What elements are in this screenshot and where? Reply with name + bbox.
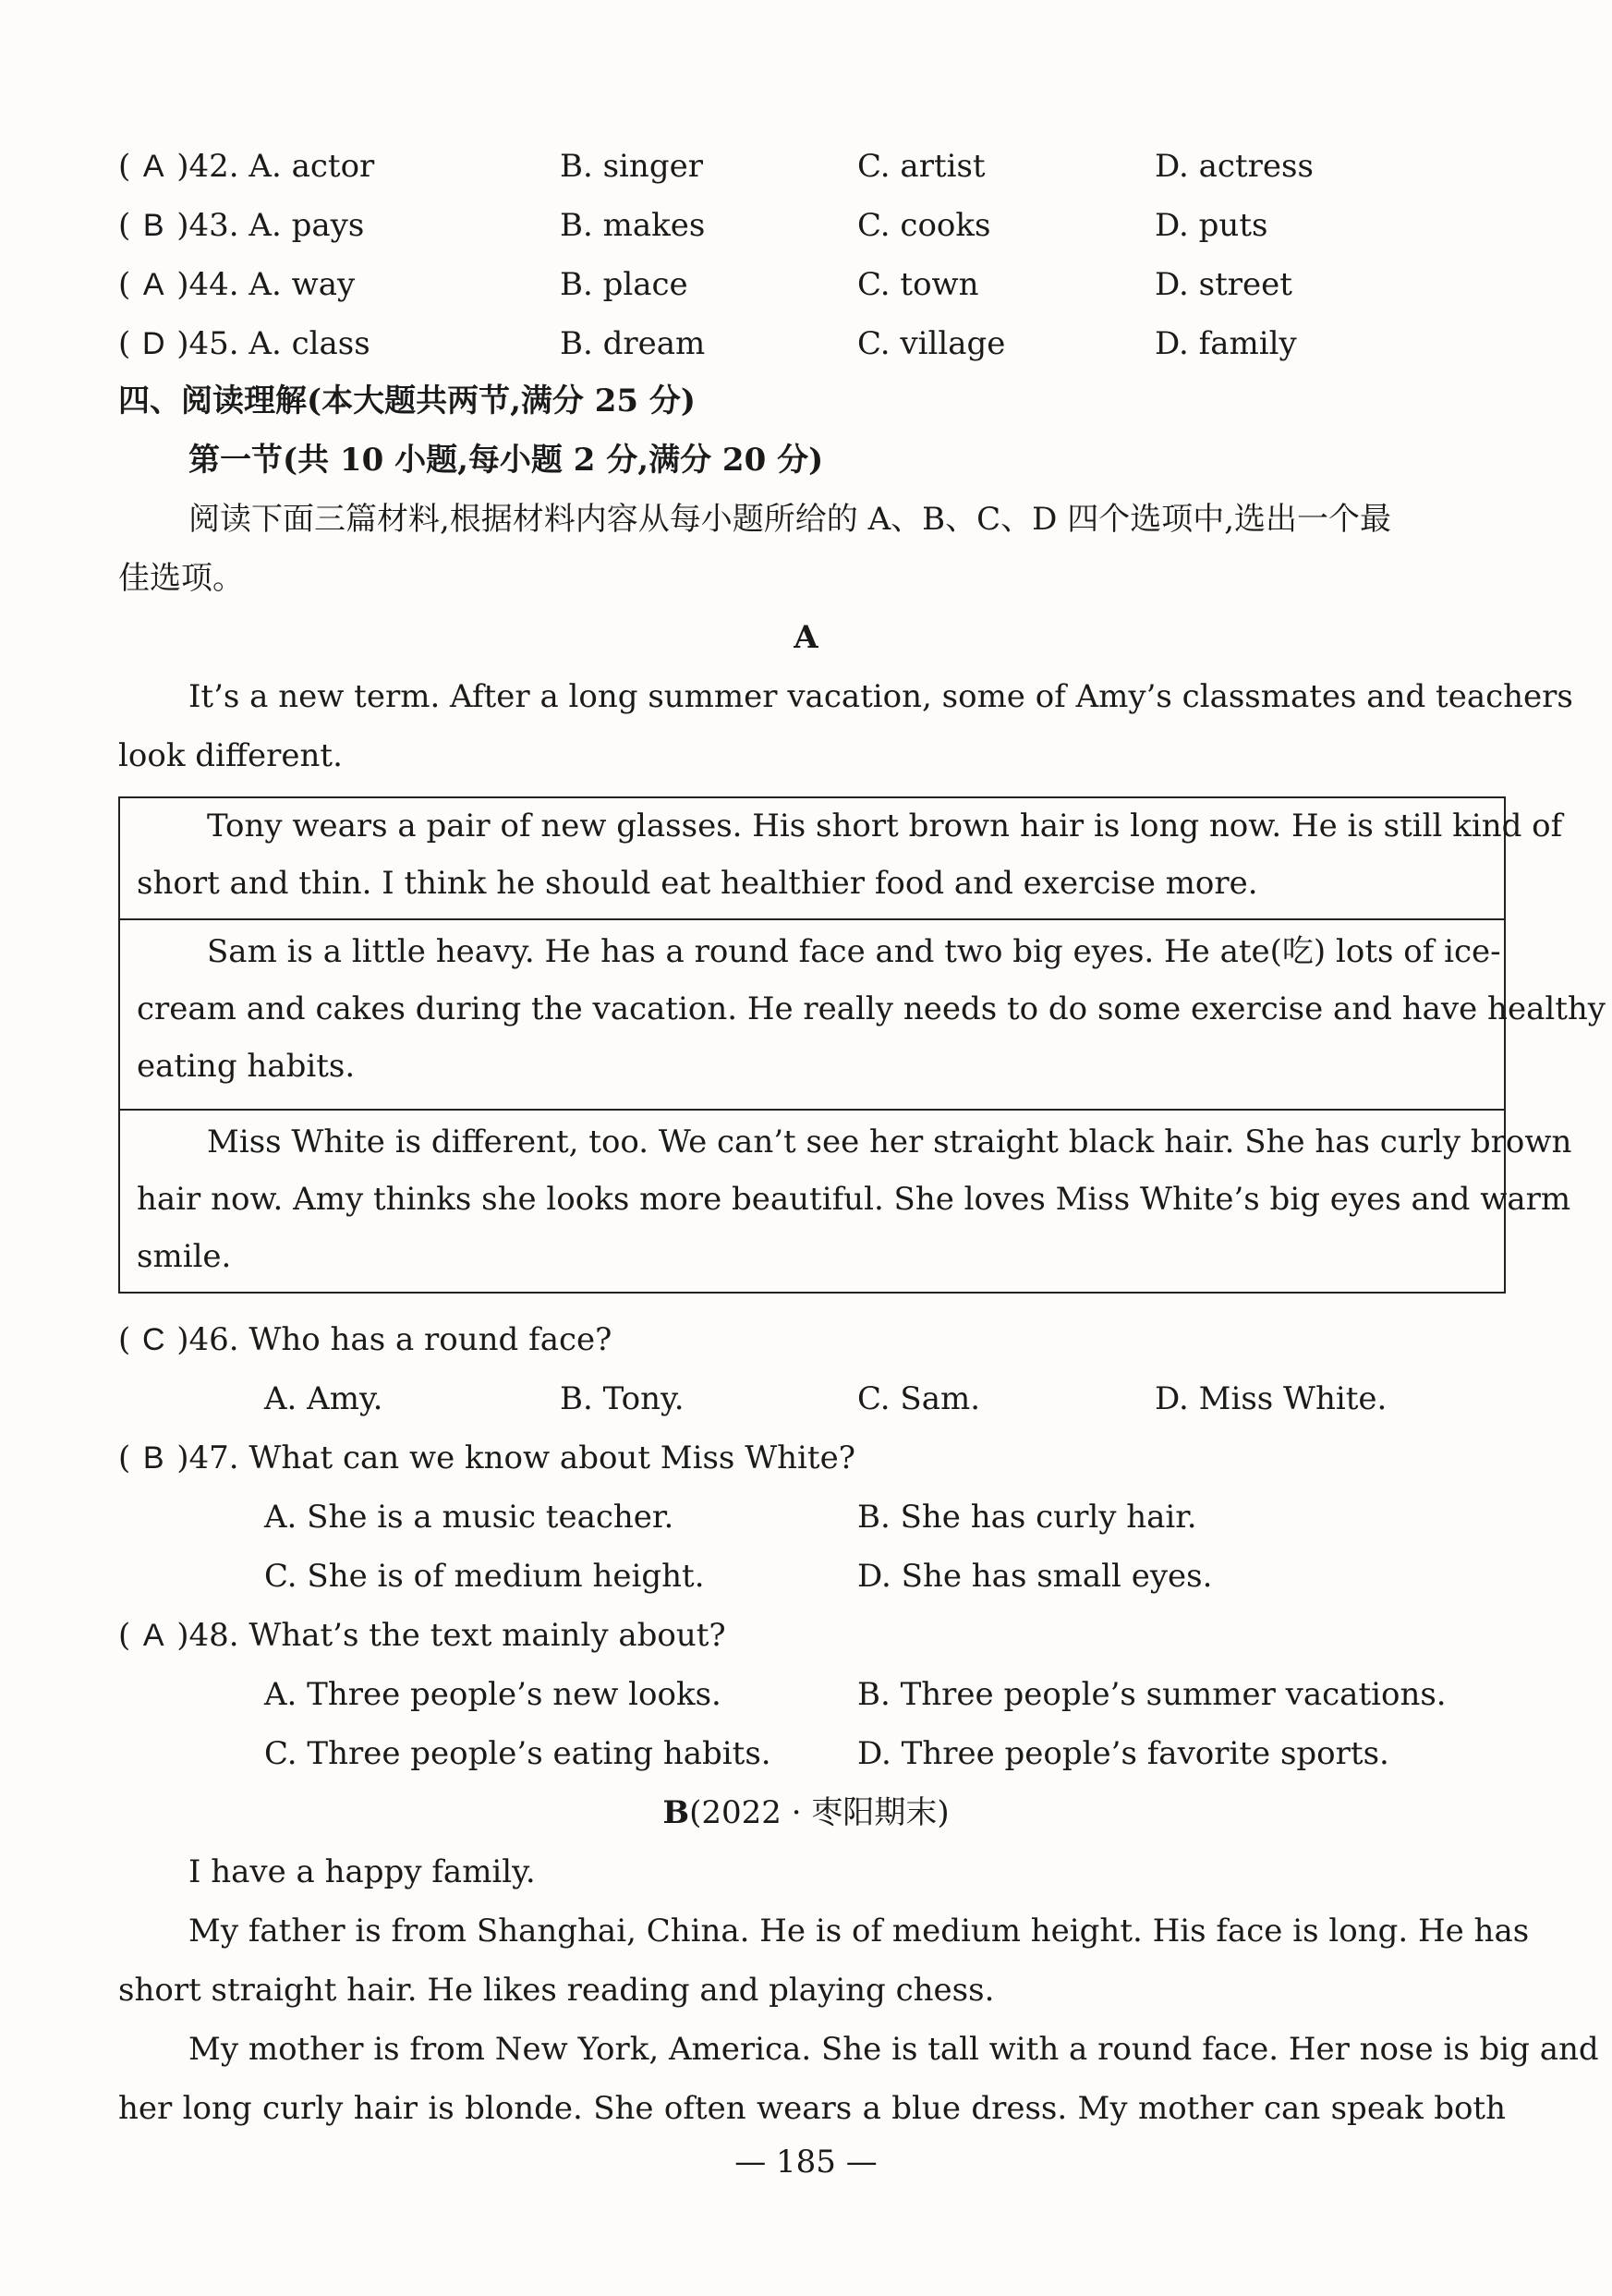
passage-b-letter: B xyxy=(662,1794,690,1831)
answer-48: A xyxy=(142,1618,164,1653)
passage-b-para-2-line-1: My father is from Shanghai, China. He is of medium height. His face is long. He has xyxy=(188,1913,1530,1950)
box-sam-line-2: cream and cakes during the vacation. He really needs to do some exercise and have healthy xyxy=(137,990,1606,1027)
instructions-line-1: 阅读下面三篇材料,根据材料内容从每小题所给的 A、B、C、D 四个选项中,选出一个最 xyxy=(188,501,1392,538)
answer-46: C xyxy=(141,1322,165,1357)
option-46-c: C. Sam. xyxy=(857,1380,981,1417)
option-47-c: C. She is of medium height. xyxy=(264,1558,705,1595)
box-white xyxy=(120,1109,1572,1292)
passage-b-source: (2022 · 枣阳期末) xyxy=(689,1794,950,1831)
box-tony-line-1: Tony wears a pair of new glasses. His short brown hair is long now. He is still kind of xyxy=(207,808,1563,844)
option-46-b: B. Tony. xyxy=(560,1380,685,1417)
option-47-a: A. She is a music teacher. xyxy=(264,1499,674,1536)
question-45: ( D )45. A. class xyxy=(118,325,370,362)
passage-b-para-3-line-2: her long curly hair is blonde. She often wears a blue dress. My mother can speak both xyxy=(118,2090,1506,2127)
section-heading: 四、阅读理解(本大题共两节,满分 25 分) xyxy=(118,383,696,419)
passage-a-intro-2: look different. xyxy=(118,737,343,774)
box-white-line-3: smile. xyxy=(137,1238,232,1275)
box-tony-line-2: short and thin. I think he should eat healthier food and exercise more. xyxy=(137,865,1258,902)
question-46: ( C )46. Who has a round face? xyxy=(118,1321,612,1358)
option-43-d: D. puts xyxy=(1155,207,1268,244)
box-white-line-1: Miss White is different, too. We can’t see her straight black hair. She has curly brown xyxy=(207,1124,1572,1160)
passage-a-title: A xyxy=(794,619,818,656)
question-43: ( B )43. A. pays xyxy=(118,207,365,244)
answer-45: D xyxy=(141,326,165,361)
box-sam-line-1: Sam is a little heavy. He has a round face and two big eyes. He ate(吃) lots of ice- xyxy=(207,933,1501,970)
option-47-d: D. She has small eyes. xyxy=(857,1558,1213,1595)
option-48-b: B. Three people’s summer vacations. xyxy=(857,1676,1447,1713)
option-45-b: B. dream xyxy=(560,325,706,362)
option-44-c: C. town xyxy=(857,266,979,303)
option-47-b: B. She has curly hair. xyxy=(857,1499,1197,1536)
passage-b-title xyxy=(0,1794,1612,1831)
option-42-b: B. singer xyxy=(560,148,703,185)
page-number: — 185 — xyxy=(734,2144,878,2181)
option-44-d: D. street xyxy=(1155,266,1292,303)
option-43-b: B. makes xyxy=(560,207,706,244)
part-heading: 第一节(共 10 小题,每小题 2 分,满分 20 分) xyxy=(188,442,824,479)
box-white-line-2: hair now. Amy thinks she looks more beautiful. She loves Miss White’s big eyes and warm xyxy=(137,1181,1571,1218)
passage-b-para-1: I have a happy family. xyxy=(188,1853,536,1890)
question-47: ( B )47. What can we know about Miss White? xyxy=(118,1440,855,1476)
answer-44: A xyxy=(142,267,164,302)
option-48-c: C. Three people’s eating habits. xyxy=(264,1735,771,1772)
option-46-a: A. Amy. xyxy=(264,1380,383,1417)
box-sam-line-3: eating habits. xyxy=(137,1048,356,1085)
question-42: ( A )42. A. actor xyxy=(118,148,375,185)
instructions-line-2: 佳选项。 xyxy=(118,560,244,597)
question-48: ( A )48. What’s the text mainly about? xyxy=(118,1617,726,1654)
option-48-a: A. Three people’s new looks. xyxy=(264,1676,721,1713)
passage-b-para-3-line-1: My mother is from New York, America. She is tall with a round face. Her nose is big and xyxy=(188,2031,1599,2068)
option-43-c: C. cooks xyxy=(857,207,991,244)
option-45-d: D. family xyxy=(1155,325,1297,362)
option-44-b: B. place xyxy=(560,266,688,303)
description-table xyxy=(118,796,1606,1294)
answer-42: A xyxy=(142,149,164,184)
answer-43: B xyxy=(142,208,164,243)
option-46-d: D. Miss White. xyxy=(1155,1380,1388,1417)
answer-47: B xyxy=(142,1440,164,1476)
option-42-c: C. artist xyxy=(857,148,986,185)
box-sam xyxy=(120,918,1606,1109)
option-48-d: D. Three people’s favorite sports. xyxy=(857,1735,1389,1772)
option-42-d: D. actress xyxy=(1155,148,1314,185)
box-tony xyxy=(120,798,1563,918)
passage-a-intro-1: It’s a new term. After a long summer vacation, some of Amy’s classmates and teachers xyxy=(188,678,1573,715)
passage-b-para-2-line-2: short straight hair. He likes reading and playing chess. xyxy=(118,1972,995,2009)
question-44: ( A )44. A. way xyxy=(118,266,356,303)
option-45-c: C. village xyxy=(857,325,1006,362)
